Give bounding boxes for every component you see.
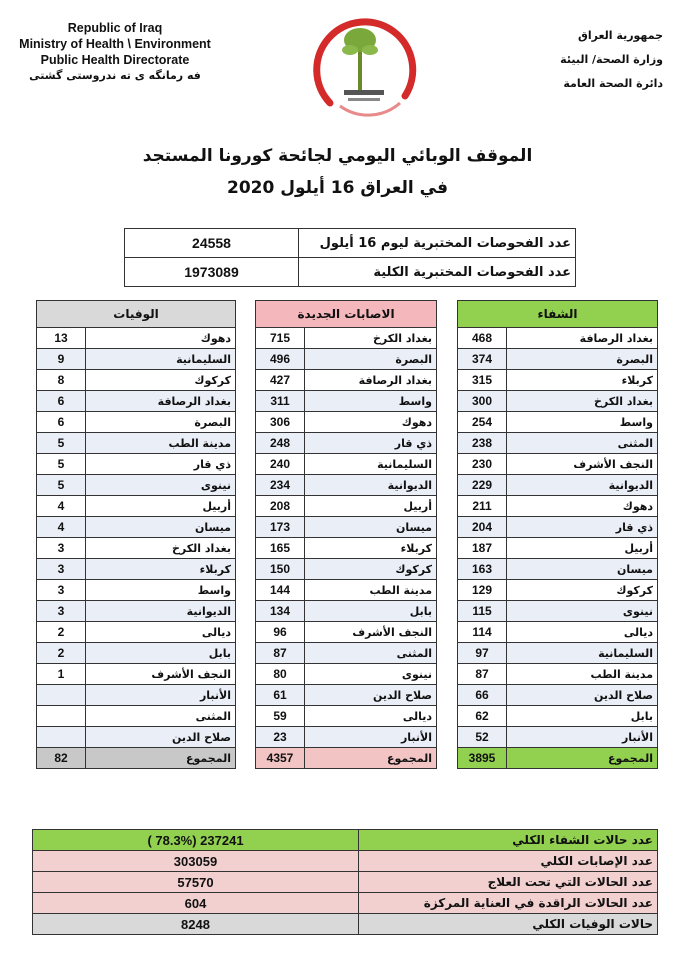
deaths-row (37, 475, 236, 496)
recovered-row (458, 538, 658, 559)
recovered-row (458, 685, 658, 706)
tests-total-label: عدد الفحوصات المختبرية الكلية (299, 258, 576, 287)
new-cases-count: 311 (256, 391, 305, 412)
deaths-count: 3 (37, 601, 86, 622)
new-cases-count: 61 (256, 685, 305, 706)
recovered-total-row (458, 748, 658, 769)
header-left-line-2: Ministry of Health \ Environment (19, 37, 211, 51)
header-right-line-1: جمهورية العراق (578, 29, 663, 42)
deaths-row (37, 496, 236, 517)
deaths-header-row (37, 301, 236, 328)
new-cases-governorate: بابل (305, 601, 437, 622)
deaths-row (37, 664, 236, 685)
new-cases-row (256, 496, 437, 517)
new-cases-row (256, 328, 437, 349)
recovered-row (458, 643, 658, 664)
header-left-line-3: Public Health Directorate (40, 53, 190, 67)
summary-value: 604 (33, 893, 359, 914)
deaths-count: 5 (37, 454, 86, 475)
recovered-count: 187 (458, 538, 507, 559)
deaths-count (37, 685, 86, 706)
recovered-row (458, 412, 658, 433)
deaths-governorate: مدينة الطب (86, 433, 236, 454)
deaths-governorate: صلاح الدين (86, 727, 236, 748)
deaths-count: 9 (37, 349, 86, 370)
deaths-governorate: أربيل (86, 496, 236, 517)
english-header (0, 20, 230, 84)
recovered-row (458, 475, 658, 496)
deaths-count: 6 (37, 391, 86, 412)
recovered-row (458, 706, 658, 727)
deaths-total-label: المجموع (86, 748, 236, 769)
recovered-count: 300 (458, 391, 507, 412)
deaths-count (37, 727, 86, 748)
new-cases-row (256, 517, 437, 538)
new-cases-row (256, 454, 437, 475)
deaths-governorate: نينوى (86, 475, 236, 496)
deaths-row (37, 706, 236, 727)
new-cases-row (256, 370, 437, 391)
new-cases-governorate: بغداد الرصافة (305, 370, 437, 391)
recovered-row (458, 433, 658, 454)
summary-table (32, 829, 658, 935)
recovered-governorate: دهوك (507, 496, 658, 517)
deaths-count: 6 (37, 412, 86, 433)
deaths-row (37, 412, 236, 433)
new-cases-governorate: كربلاء (305, 538, 437, 559)
summary-row (33, 851, 658, 872)
deaths-row (37, 454, 236, 475)
recovered-count: 97 (458, 643, 507, 664)
deaths-row (37, 559, 236, 580)
deaths-row (37, 727, 236, 748)
new-cases-count: 150 (256, 559, 305, 580)
new-cases-total-label: المجموع (305, 748, 437, 769)
recovered-count: 229 (458, 475, 507, 496)
new-cases-total-value: 4357 (256, 748, 305, 769)
new-cases-count: 134 (256, 601, 305, 622)
deaths-governorate: الديوانية (86, 601, 236, 622)
recovered-row (458, 580, 658, 601)
recovered-count: 254 (458, 412, 507, 433)
new-cases-count: 496 (256, 349, 305, 370)
deaths-count: 3 (37, 538, 86, 559)
recovered-count: 115 (458, 601, 507, 622)
new-cases-row (256, 538, 437, 559)
new-cases-count: 59 (256, 706, 305, 727)
recovered-count: 87 (458, 664, 507, 685)
recovered-governorate: الأنبار (507, 727, 658, 748)
new-cases-governorate: بغداد الكرخ (305, 328, 437, 349)
deaths-row (37, 538, 236, 559)
deaths-governorate: البصرة (86, 412, 236, 433)
new-cases-row (256, 622, 437, 643)
summary-row (33, 893, 658, 914)
summary-value: 57570 (33, 872, 359, 893)
recovered-governorate: المثنى (507, 433, 658, 454)
header-left-line-4: فه رمانگه ی ته ندروستی گشتی (29, 69, 201, 82)
recovered-governorate: واسط (507, 412, 658, 433)
deaths-governorate: ذي قار (86, 454, 236, 475)
new-cases-row (256, 475, 437, 496)
new-cases-row (256, 559, 437, 580)
recovered-header-row (458, 301, 658, 328)
new-cases-governorate: أربيل (305, 496, 437, 517)
tests-daily-value: 24558 (125, 229, 299, 258)
new-cases-row (256, 601, 437, 622)
deaths-count: 8 (37, 370, 86, 391)
deaths-table (36, 300, 236, 769)
tests-table (124, 228, 576, 287)
arabic-header (503, 24, 663, 96)
new-cases-count: 173 (256, 517, 305, 538)
ministry-logo (300, 8, 420, 120)
recovered-row (458, 496, 658, 517)
deaths-row (37, 349, 236, 370)
deaths-row (37, 685, 236, 706)
new-cases-count: 427 (256, 370, 305, 391)
new-cases-governorate: دهوك (305, 412, 437, 433)
new-cases-count: 234 (256, 475, 305, 496)
deaths-count (37, 706, 86, 727)
deaths-row (37, 433, 236, 454)
new-cases-count: 80 (256, 664, 305, 685)
recovered-row (458, 559, 658, 580)
header-right-line-3: دائرة الصحة العامة (563, 77, 663, 90)
new-cases-row (256, 580, 437, 601)
deaths-count: 4 (37, 496, 86, 517)
summary-row (33, 830, 658, 851)
recovered-row (458, 601, 658, 622)
deaths-row (37, 580, 236, 601)
new-cases-count: 144 (256, 580, 305, 601)
new-cases-governorate: واسط (305, 391, 437, 412)
new-cases-count: 240 (256, 454, 305, 475)
recovered-governorate: نينوى (507, 601, 658, 622)
recovered-count: 230 (458, 454, 507, 475)
recovered-governorate: بابل (507, 706, 658, 727)
new-cases-governorate: البصرة (305, 349, 437, 370)
tests-daily-label: عدد الفحوصات المختبرية ليوم 16 أيلول (299, 229, 576, 258)
recovered-governorate: الديوانية (507, 475, 658, 496)
deaths-governorate: ديالى (86, 622, 236, 643)
recovered-table (457, 300, 658, 769)
summary-row (33, 872, 658, 893)
deaths-governorate: كربلاء (86, 559, 236, 580)
recovered-row (458, 517, 658, 538)
deaths-row (37, 643, 236, 664)
recovered-governorate: ذي قار (507, 517, 658, 538)
deaths-governorate: بغداد الرصافة (86, 391, 236, 412)
summary-value: 8248 (33, 914, 359, 935)
new-cases-row (256, 706, 437, 727)
recovered-row (458, 328, 658, 349)
recovered-governorate: كربلاء (507, 370, 658, 391)
tests-row (125, 229, 576, 258)
deaths-governorate: النجف الأشرف (86, 664, 236, 685)
header-right-line-2: وزارة الصحة/ البيئة (560, 53, 663, 66)
summary-label: عدد الإصابات الكلي (359, 851, 658, 872)
report-title: الموقف الوبائي اليومي لجائحة كورونا المستجد (142, 146, 533, 166)
recovered-row (458, 664, 658, 685)
recovered-governorate: بغداد الرصافة (507, 328, 658, 349)
new-cases-governorate: النجف الأشرف (305, 622, 437, 643)
deaths-governorate: بغداد الكرخ (86, 538, 236, 559)
recovered-count: 66 (458, 685, 507, 706)
recovered-header: الشفاء (458, 301, 658, 328)
new-cases-row (256, 349, 437, 370)
recovered-governorate: السليمانية (507, 643, 658, 664)
deaths-count: 1 (37, 664, 86, 685)
deaths-governorate: كركوك (86, 370, 236, 391)
new-cases-governorate: نينوى (305, 664, 437, 685)
new-cases-row (256, 727, 437, 748)
new-cases-row (256, 643, 437, 664)
tests-total-value: 1973089 (125, 258, 299, 287)
summary-value: 303059 (33, 851, 359, 872)
new-cases-count: 87 (256, 643, 305, 664)
recovered-total-label: المجموع (507, 748, 658, 769)
deaths-governorate: بابل (86, 643, 236, 664)
new-cases-count: 208 (256, 496, 305, 517)
new-cases-governorate: المثنى (305, 643, 437, 664)
new-cases-governorate: مدينة الطب (305, 580, 437, 601)
new-cases-governorate: ميسان (305, 517, 437, 538)
deaths-row (37, 391, 236, 412)
recovered-count: 204 (458, 517, 507, 538)
header-left-line-1: Republic of Iraq (67, 21, 163, 35)
recovered-count: 114 (458, 622, 507, 643)
deaths-governorate: الأنبار (86, 685, 236, 706)
new-cases-row (256, 664, 437, 685)
recovered-governorate: النجف الأشرف (507, 454, 658, 475)
recovered-governorate: أربيل (507, 538, 658, 559)
deaths-count: 4 (37, 517, 86, 538)
deaths-count: 5 (37, 433, 86, 454)
deaths-count: 3 (37, 559, 86, 580)
deaths-row (37, 622, 236, 643)
summary-value: ( 78.3%) 237241 (33, 830, 359, 851)
recovered-row (458, 370, 658, 391)
new-cases-header-row (256, 301, 437, 328)
recovered-total-value: 3895 (458, 748, 507, 769)
recovered-count: 211 (458, 496, 507, 517)
deaths-count: 13 (37, 328, 86, 349)
recovered-governorate: مدينة الطب (507, 664, 658, 685)
recovered-count: 62 (458, 706, 507, 727)
new-cases-count: 306 (256, 412, 305, 433)
deaths-governorate: دهوك (86, 328, 236, 349)
deaths-governorate: ميسان (86, 517, 236, 538)
summary-label: حالات الوفيات الكلي (359, 914, 658, 935)
new-cases-governorate: كركوك (305, 559, 437, 580)
recovered-row (458, 349, 658, 370)
report-subtitle: في العراق 16 أيلول 2020 (227, 178, 448, 198)
deaths-row (37, 370, 236, 391)
new-cases-count: 165 (256, 538, 305, 559)
deaths-governorate: السليمانية (86, 349, 236, 370)
new-cases-row (256, 391, 437, 412)
recovered-governorate: بغداد الكرخ (507, 391, 658, 412)
recovered-governorate: كركوك (507, 580, 658, 601)
new-cases-total-row (256, 748, 437, 769)
deaths-governorate: واسط (86, 580, 236, 601)
new-cases-count: 96 (256, 622, 305, 643)
recovered-row (458, 622, 658, 643)
recovered-count: 238 (458, 433, 507, 454)
new-cases-row (256, 433, 437, 454)
deaths-header: الوفيات (37, 301, 236, 328)
new-cases-count: 23 (256, 727, 305, 748)
recovered-row (458, 727, 658, 748)
recovered-count: 163 (458, 559, 507, 580)
recovered-row (458, 391, 658, 412)
deaths-governorate: المثنى (86, 706, 236, 727)
recovered-governorate: ديالى (507, 622, 658, 643)
new-cases-governorate: صلاح الدين (305, 685, 437, 706)
new-cases-count: 715 (256, 328, 305, 349)
new-cases-governorate: ديالى (305, 706, 437, 727)
deaths-total-value: 82 (37, 748, 86, 769)
new-cases-governorate: الأنبار (305, 727, 437, 748)
summary-label: عدد حالات الشفاء الكلي (359, 830, 658, 851)
recovered-row (458, 454, 658, 475)
deaths-count: 2 (37, 622, 86, 643)
deaths-total-row (37, 748, 236, 769)
tests-row (125, 258, 576, 287)
recovered-count: 468 (458, 328, 507, 349)
new-cases-governorate: ذي قار (305, 433, 437, 454)
recovered-count: 315 (458, 370, 507, 391)
deaths-count: 3 (37, 580, 86, 601)
summary-row (33, 914, 658, 935)
new-cases-governorate: السليمانية (305, 454, 437, 475)
recovered-governorate: ميسان (507, 559, 658, 580)
recovered-count: 129 (458, 580, 507, 601)
recovered-governorate: صلاح الدين (507, 685, 658, 706)
deaths-row (37, 601, 236, 622)
new-cases-table (255, 300, 437, 769)
new-cases-governorate: الديوانية (305, 475, 437, 496)
new-cases-count: 248 (256, 433, 305, 454)
new-cases-row (256, 685, 437, 706)
new-cases-row (256, 412, 437, 433)
new-cases-header: الاصابات الجديدة (256, 301, 437, 328)
deaths-row (37, 328, 236, 349)
recovered-count: 374 (458, 349, 507, 370)
summary-label: عدد الحالات الراقدة في العناية المركزة (359, 893, 658, 914)
deaths-count: 5 (37, 475, 86, 496)
summary-label: عدد الحالات التي تحت العلاج (359, 872, 658, 893)
recovered-count: 52 (458, 727, 507, 748)
deaths-row (37, 517, 236, 538)
deaths-count: 2 (37, 643, 86, 664)
recovered-governorate: البصرة (507, 349, 658, 370)
